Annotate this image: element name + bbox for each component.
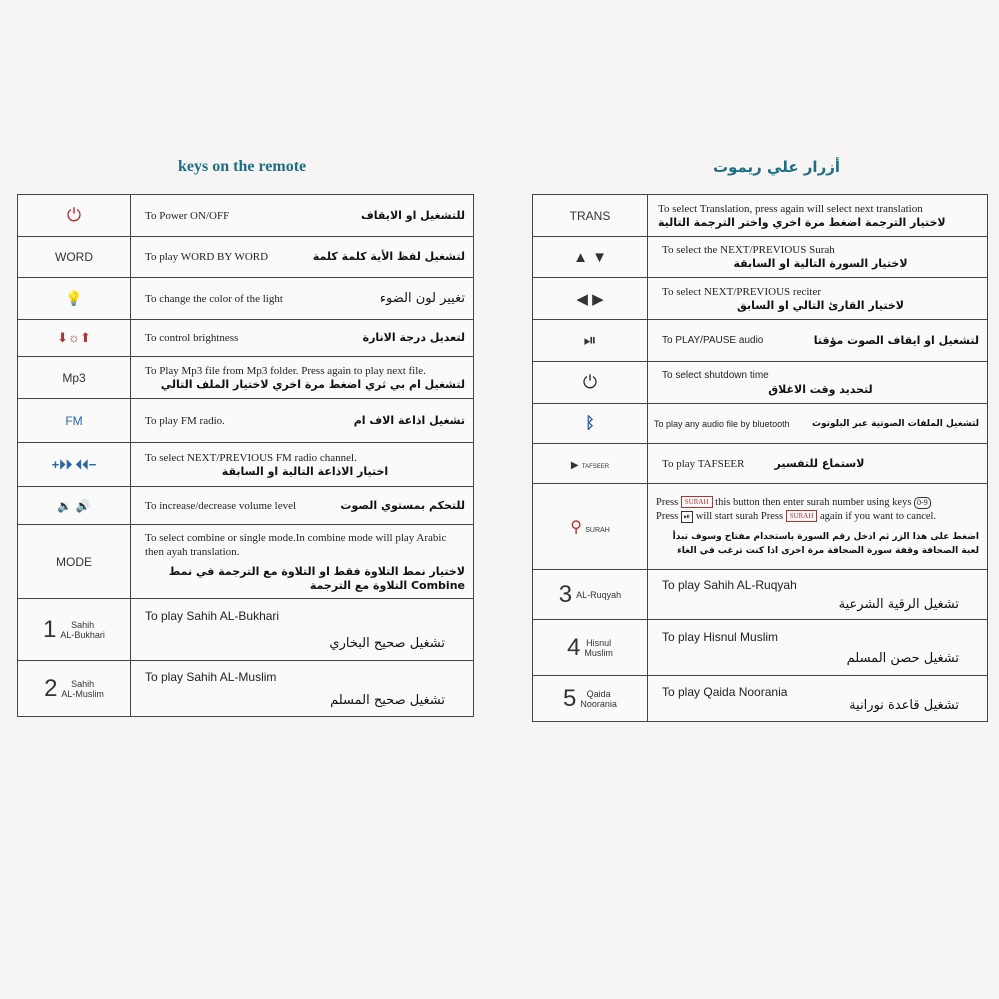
table-row xyxy=(18,278,474,320)
light-bulb-icon: 💡 xyxy=(18,278,131,320)
table-row xyxy=(533,278,988,320)
table-row xyxy=(18,525,474,599)
shutdown-timer-icon: ⏻ xyxy=(533,362,648,404)
key-description: To play Qaida Noorania تشغيل قاعدة نورانية xyxy=(648,676,988,722)
surah-key: ⚲ SURAH xyxy=(533,484,648,570)
right-keys-table xyxy=(532,194,988,722)
brightness-icon: ⬇☼⬆ xyxy=(18,320,131,357)
volume-icon: 🔉 🔊 xyxy=(18,487,131,525)
key-description: To change the color of the light تغيير لون الضوء xyxy=(131,278,474,320)
tafseer-key: ▶ TAFSEER xyxy=(533,444,648,484)
right-page-title: أزرار علي ريموت xyxy=(713,158,840,176)
key-4: 4 Hisnul Muslim xyxy=(533,620,648,676)
key-description: To Play Mp3 file from Mp3 folder. Press again to play next file. لتشغيل ام بي ثري اضغط مرة اخري لاختيار الملف التالي xyxy=(131,357,474,399)
table-row xyxy=(533,404,988,444)
table-row xyxy=(533,444,988,484)
table-row xyxy=(533,676,988,722)
key-1: 1 Sahih AL-Bukhari xyxy=(18,599,131,661)
key-description: To play Sahih AL-Muslim تشغيل صحيح المسلم xyxy=(131,661,474,717)
table-row xyxy=(533,320,988,362)
key-description: To select combine or single mode.In combine mode will play Arabic then ayah translation. لاختيار نمط التلاوة فقط او التلاوة مع الترجمة في نمط Combine التلاوة مع الترجمة xyxy=(131,525,474,599)
key-description: To select Translation, press again will select next translation لاختيار الترجمة اضغط مرة اخري واختر الترجمة التالية xyxy=(648,195,988,237)
table-row xyxy=(18,195,474,237)
table-row xyxy=(533,362,988,404)
key-description: To Power ON/OFF للتشغيل او الايقاف xyxy=(131,195,474,237)
key-description: To play FM radio. تشغيل اذاعة الاف ام xyxy=(131,399,474,443)
key-description: To select the NEXT/PREVIOUS Surah لاختيار السورة التالية او السابقة xyxy=(648,237,988,278)
table-row xyxy=(533,570,988,620)
fm-key: FM xyxy=(18,399,131,443)
key-description: To increase/decrease volume level للتحكم بمستوي الصوت xyxy=(131,487,474,525)
table-row xyxy=(18,599,474,661)
play-pause-icon: ⏯ xyxy=(533,320,648,362)
mp3-key: Mp3 xyxy=(18,357,131,399)
table-row xyxy=(533,620,988,676)
table-row xyxy=(533,484,988,570)
word-key: WORD xyxy=(18,237,131,278)
key-description: To play Sahih AL-Bukhari تشغيل صحيح البخاري xyxy=(131,599,474,661)
table-row xyxy=(18,237,474,278)
table-row xyxy=(533,237,988,278)
table-row xyxy=(18,443,474,487)
key-description: To control brightness لتعديل درجة الانارة xyxy=(131,320,474,357)
table-row xyxy=(18,320,474,357)
key-description: To play WORD BY WORD لتشغيل لفظ الأية كلمة كلمة xyxy=(131,237,474,278)
key-description: To select NEXT/PREVIOUS FM radio channel. اختيار الاذاعة التالية او السابقة xyxy=(131,443,474,487)
trans-key: TRANS xyxy=(533,195,648,237)
up-down-arrow-icon: ▲ ▼ xyxy=(533,237,648,278)
key-description: To play any audio file by bluetooth لتشغيل الملفات الصوتية عبر البلوتوث xyxy=(648,404,988,444)
left-right-arrow-icon: ◀ ▶ xyxy=(533,278,648,320)
key-description: To play Hisnul Muslim تشغيل حصن المسلم xyxy=(648,620,988,676)
power-key-icon: ⏻ xyxy=(18,195,131,237)
key-5: 5 Qaida Noorania xyxy=(533,676,648,722)
bluetooth-icon: ᛒ xyxy=(533,404,648,444)
key-description: To play Sahih AL-Ruqyah تشغيل الرقية الشرعية xyxy=(648,570,988,620)
left-keys-table xyxy=(17,194,474,717)
table-row xyxy=(18,661,474,717)
key-description: To PLAY/PAUSE audio لتشغيل او ايقاف الصوت مؤقتا xyxy=(648,320,988,362)
key-description: To select NEXT/PREVIOUS reciter لاختيار القارئ التالي او السابق xyxy=(648,278,988,320)
surah-button-glyph: SURAH xyxy=(681,496,713,508)
table-row xyxy=(18,399,474,443)
key-description: Press SURAH this button then enter surah number using keys 0-9 Press ⏯ will start surah Press SURAH again if you want to cancel. اضغط على هذا الزر ثم ادخل رقم السورة باستخدام مفتاح وسوف تبدأ لعبة الصحافة وقفة سورة الصحافة مرة اخرى اذا كنت ترغب في الغاء xyxy=(648,484,988,570)
table-row xyxy=(18,357,474,399)
table-row xyxy=(533,195,988,237)
key-2: 2 Sahih AL-Muslim xyxy=(18,661,131,717)
fm-channel-icon: +⏵⏵ ⏴⏴− xyxy=(18,443,131,487)
key-3: 3 AL-Ruqyah xyxy=(533,570,648,620)
key-description: To select shutdown time لتحديد وقت الاغلاق xyxy=(648,362,988,404)
left-page-title: keys on the remote xyxy=(178,158,307,175)
table-row xyxy=(18,487,474,525)
mode-key: MODE xyxy=(18,525,131,599)
key-description: To play TAFSEER لاستماع للتفسير xyxy=(648,444,988,484)
